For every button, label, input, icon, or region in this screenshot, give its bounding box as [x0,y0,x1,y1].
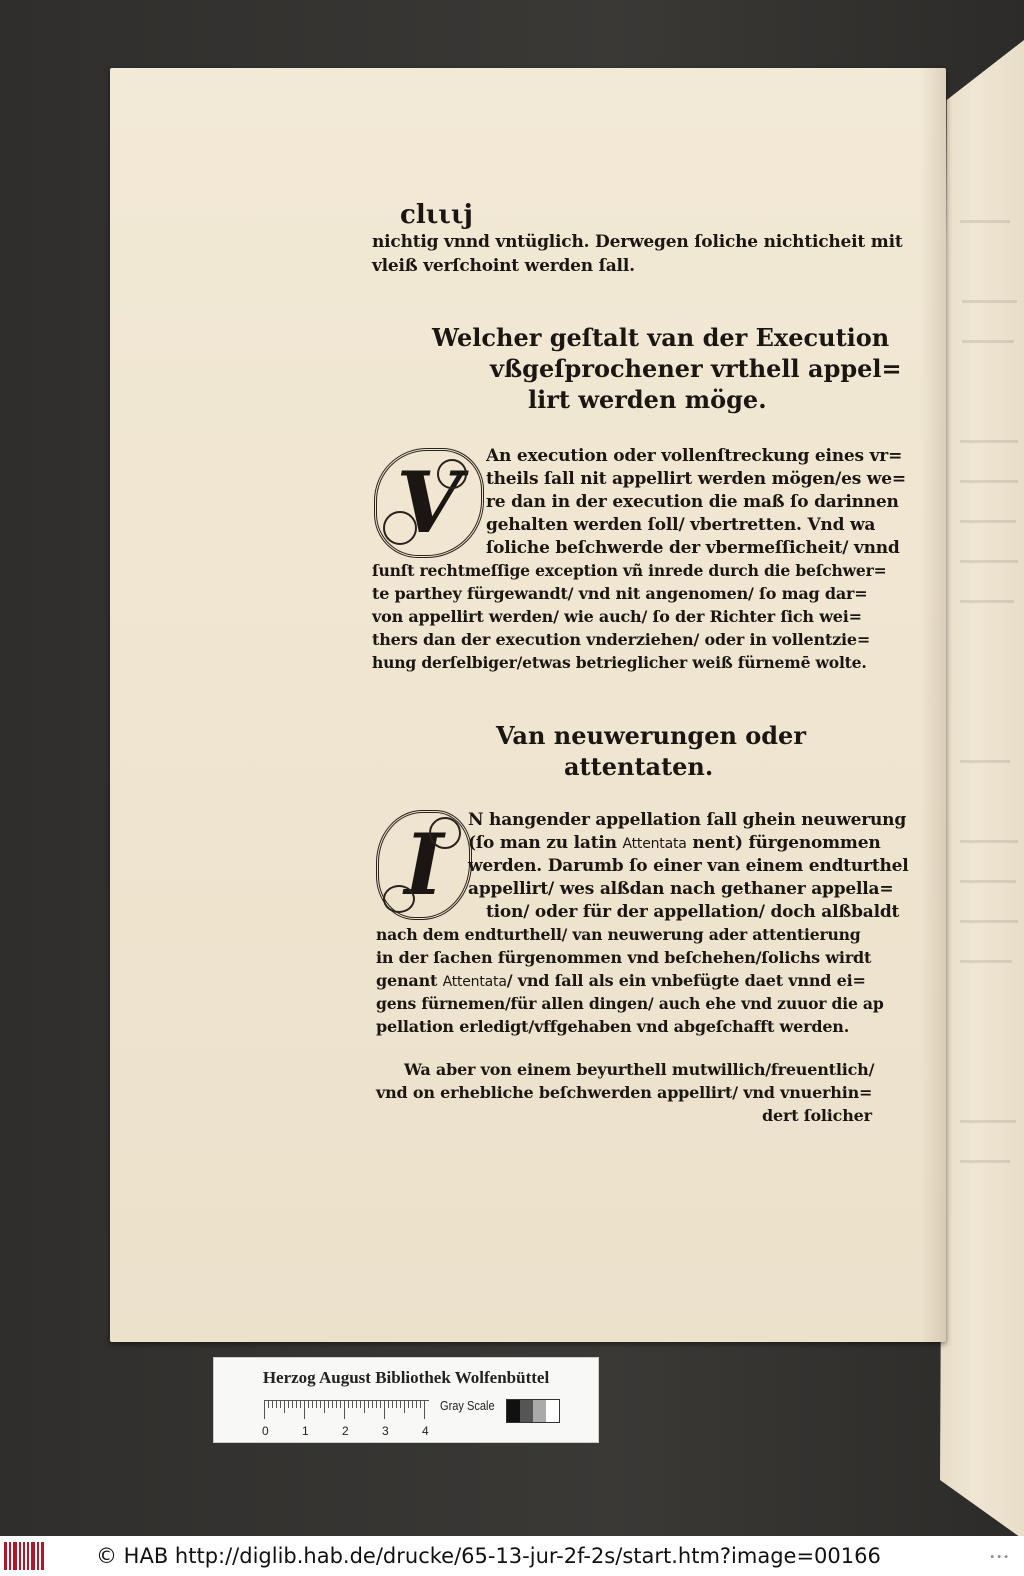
ruler-tick [312,1401,313,1408]
ornamental-initial-i: I [376,810,472,920]
ruler-tick [332,1401,333,1408]
ruler-tick [300,1401,301,1408]
copyright-url[interactable]: © HAB http://diglib.hab.de/drucke/65-13-jur-2f-2s/start.htm?image=00166 [96,1544,881,1568]
ruler-tick [372,1401,373,1408]
ruler-tick [360,1401,361,1408]
ruler-tick [388,1401,389,1408]
ruler-tick [268,1401,269,1408]
body-line: ſunſt rechtmeſſige exception vñ inrede durch die beſchwer= [372,561,887,580]
body-line: theils ſall nit appellirt werden mögen/es we= [486,469,906,489]
ruler-tick [328,1401,329,1408]
ruler-tick [264,1401,265,1419]
latin-word: Attentata [622,836,687,852]
book-page [110,68,946,1342]
ruler-tick [292,1401,293,1408]
body-line: Wa aber von einem beyurthell mutwillich/freuentlich/ [404,1060,875,1079]
body-line: in der ſachen fürgenommen vnd beſchehen/ſolichs wirdt [376,948,872,967]
gray-scale-label: Gray Scale [440,1398,495,1413]
ruler-tick [280,1401,281,1408]
body-line: thers dan der execution vnderziehen/ oder in vollentzie= [372,630,871,649]
body-line: nichtig vnnd vntüglich. Derwegen ſoliche nichticheit mit [372,232,903,252]
ruler-tick [384,1401,385,1419]
ruler-tick [364,1401,365,1413]
ruler-tick [336,1401,337,1408]
body-line: te parthey fürgewandt/ vnd nit angenomen/ ſo mag dar= [372,584,868,603]
ruler-tick [408,1401,409,1408]
body-line: An execution oder vollenſtreckung eines vr= [486,446,903,466]
ruler-tick [396,1401,397,1408]
ruler-tick [416,1401,417,1408]
body-line: tion/ oder für der appellation/ doch alßbaldt [486,902,900,922]
more-dots-icon[interactable]: ••• [989,1552,1010,1563]
ruler-tick [356,1401,357,1408]
body-line: gehalten werden ſoll/ vbertretten. Vnd wa [486,515,876,535]
gray-scale-swatches [506,1399,560,1423]
ornamental-initial-v: V [374,448,484,558]
ruler-tick [412,1401,413,1408]
ruler-tick [404,1401,405,1413]
heading-line: Van neuwerungen oder [496,721,806,750]
body-line: von appellirt werden/ wie auch/ ſo der Richter ſich wei= [372,607,862,626]
body-line: pellation erledigt/vffgehaben vnd abgeſchafft werden. [376,1017,850,1036]
gray-swatch [520,1400,533,1422]
folio-number: clιιιj [400,200,473,230]
heading-line: lirt werden möge. [528,385,767,414]
library-name: Herzog August Bibliothek Wolfenbüttel [262,1368,550,1387]
facing-page [940,40,1024,1540]
ruler-tick [284,1401,285,1413]
ruler-number: 1 [302,1424,309,1438]
ruler-tick [420,1401,421,1408]
ruler-tick [320,1401,321,1408]
ruler-tick [344,1401,345,1419]
barcode-icon [4,1542,44,1570]
body-line: re dan in der execution die maß ſo darinnen [486,492,899,512]
body-line: appellirt/ wes alßdan nach gethaner appella= [468,879,894,899]
footer-bar [0,1536,1024,1576]
ruler-tick [352,1401,353,1408]
body-line: werden. Darumb ſo einer van einem endturthel [468,856,909,876]
gray-swatch [546,1400,559,1422]
ruler-number: 2 [342,1424,349,1438]
ruler-tick [296,1401,297,1408]
heading-line: attentaten. [564,752,714,781]
gray-swatch [533,1400,546,1422]
gray-swatch [507,1400,520,1422]
ruler-tick [340,1401,341,1408]
ruler-tick [400,1401,401,1408]
heading-line: Welcher geſtalt van der Execution [432,323,890,352]
body-line: N hangender appellation ſall ghein neuwerung [468,810,907,830]
body-line: ſoliche beſchwerde der vbermeſſicheit/ vnnd [486,538,900,558]
catchword: dert ſolicher [762,1106,872,1125]
ruler-tick [392,1401,393,1408]
body-line: vnd on erhebliche beſchwerden appellirt/ vnd vnuerhin= [376,1083,873,1102]
ruler-tick [288,1401,289,1408]
body-line: genant Attentata/ vnd ſall als ein vnbefügte daet vnnd ei= [376,971,866,990]
ruler-tick [348,1401,349,1408]
latin-word: Attentata [442,974,507,990]
ruler-tick [380,1401,381,1408]
ruler-tick [424,1401,425,1419]
body-line: nach dem endturthell/ van neuwerung ader attentierung [376,925,861,944]
body-line: vleiß verſchoint werden ſall. [372,256,635,276]
ruler-tick [368,1401,369,1408]
body-line: gens fürnemen/für allen dingen/ auch ehe vnd zuuor die ap [376,994,884,1013]
ruler-tick [376,1401,377,1408]
color-scale-card [213,1357,599,1443]
ruler-tick [316,1401,317,1408]
ruler-tick [324,1401,325,1413]
body-line: hung derſelbiger/etwas betrieglicher weiß fürnemē wolte. [372,653,867,672]
ruler-number: 3 [382,1424,389,1438]
ruler-number: 0 [262,1424,269,1438]
ruler-tick [308,1401,309,1408]
ruler-tick [272,1401,273,1408]
ruler-tick [276,1401,277,1408]
heading-line: vßgeſprochener vrthell appel= [490,354,902,383]
body-line: (ſo man zu latin Attentata nent) fürgenommen [468,833,881,853]
measurement-ruler [264,1400,429,1423]
ruler-tick [304,1401,305,1419]
ruler-number: 4 [422,1424,429,1438]
